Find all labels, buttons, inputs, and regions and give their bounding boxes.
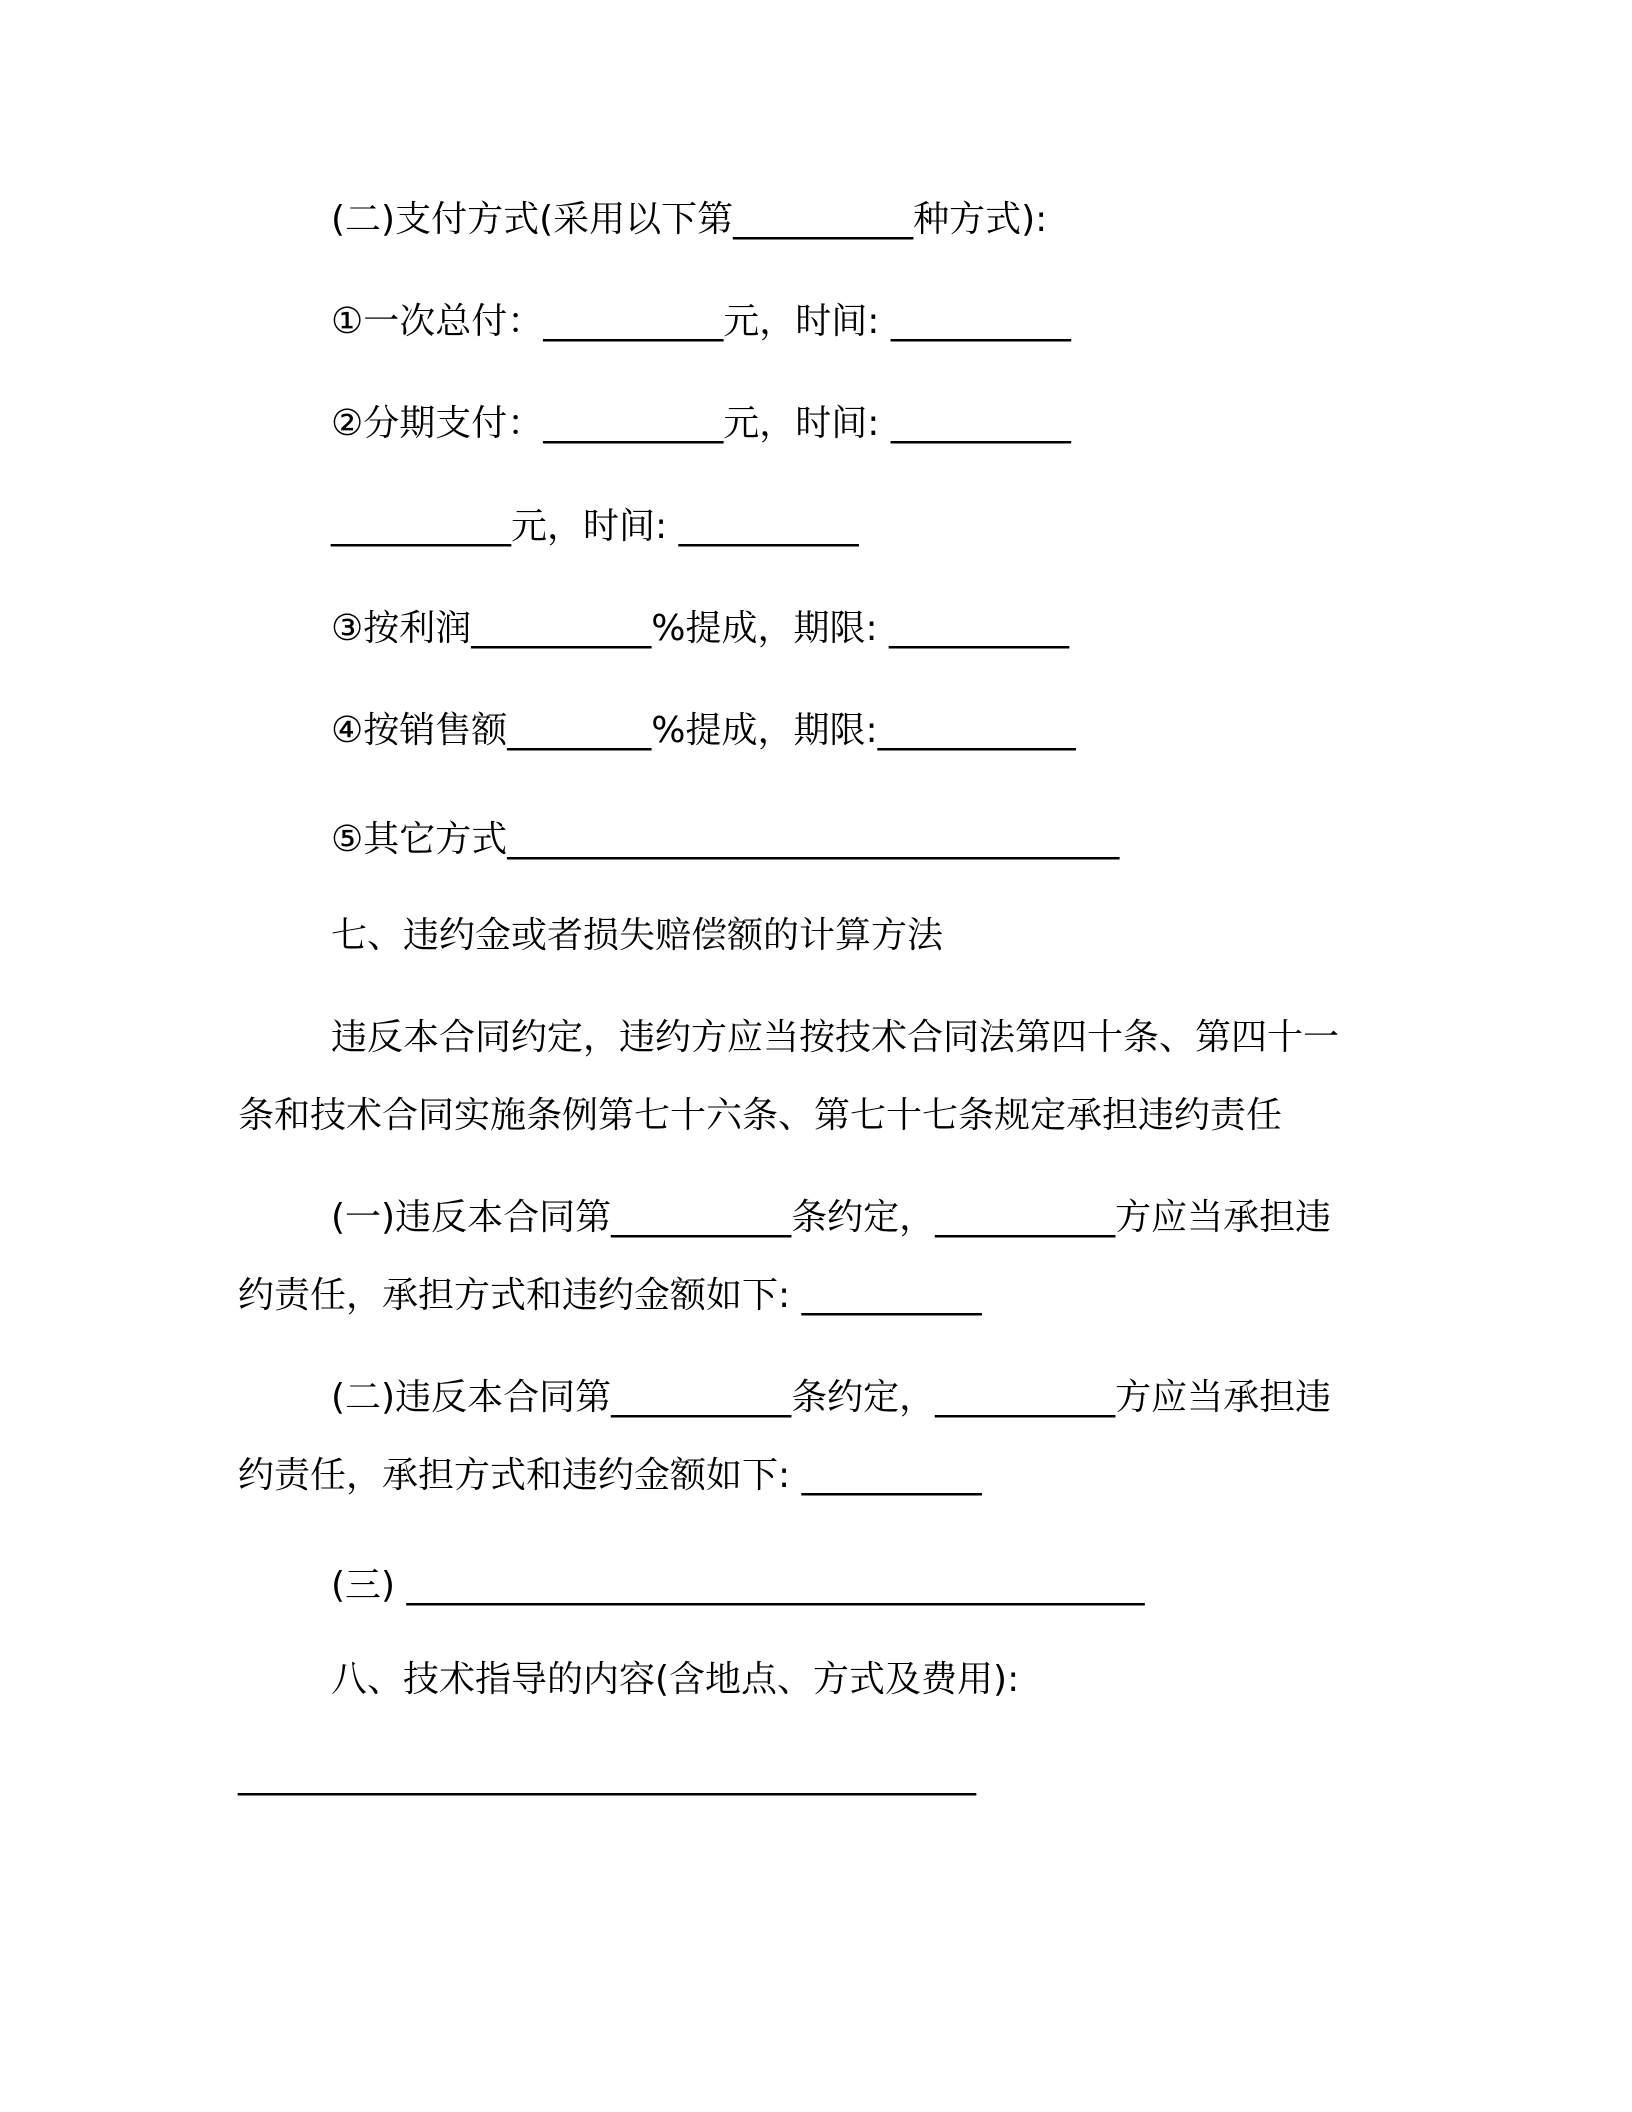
breach-item-two-line-1: (二)违反本合同第__________条约定，__________方应当承担违 (331, 1377, 1332, 1418)
breach-item-one-line-1: (一)违反本合同第__________条约定，__________方应当承担违 (331, 1197, 1332, 1238)
profit-share-line: ③按利润__________%提成，期限: __________ (331, 608, 1070, 649)
breach-paragraph-line-2: 条和技术合同实施条例第七十六条、第七十七条规定承担违约责任 (238, 1095, 1283, 1136)
lump-sum-line: ①一次总付：__________元，时间: __________ (331, 301, 1071, 342)
breach-paragraph-line-1: 违反本合同约定，违约方应当按技术合同法第四十条、第四十一 (331, 1017, 1340, 1058)
other-method-line: ⑤其它方式__________________________________ (331, 819, 1120, 860)
breach-item-one-line-2: 约责任，承担方式和违约金额如下: __________ (238, 1275, 982, 1316)
breach-item-two-line-2: 约责任，承担方式和违约金额如下: __________ (238, 1455, 982, 1496)
section-eight-blank-line: _________________________________________ (238, 1755, 976, 1796)
section-seven-heading: 七、违约金或者损失赔偿额的计算方法 (331, 915, 944, 956)
payment-method-heading: (二)支付方式(采用以下第__________种方式): (331, 199, 1048, 240)
sales-share-line: ④按销售额________%提成，期限:___________ (331, 710, 1076, 751)
breach-item-three-line: (三) _________________________________________ (331, 1565, 1145, 1606)
installment-continuation-line: __________元，时间: __________ (331, 506, 859, 547)
installment-line: ②分期支付：__________元，时间: __________ (331, 403, 1071, 444)
section-eight-heading: 八、技术指导的内容(含地点、方式及费用): (331, 1659, 1020, 1700)
